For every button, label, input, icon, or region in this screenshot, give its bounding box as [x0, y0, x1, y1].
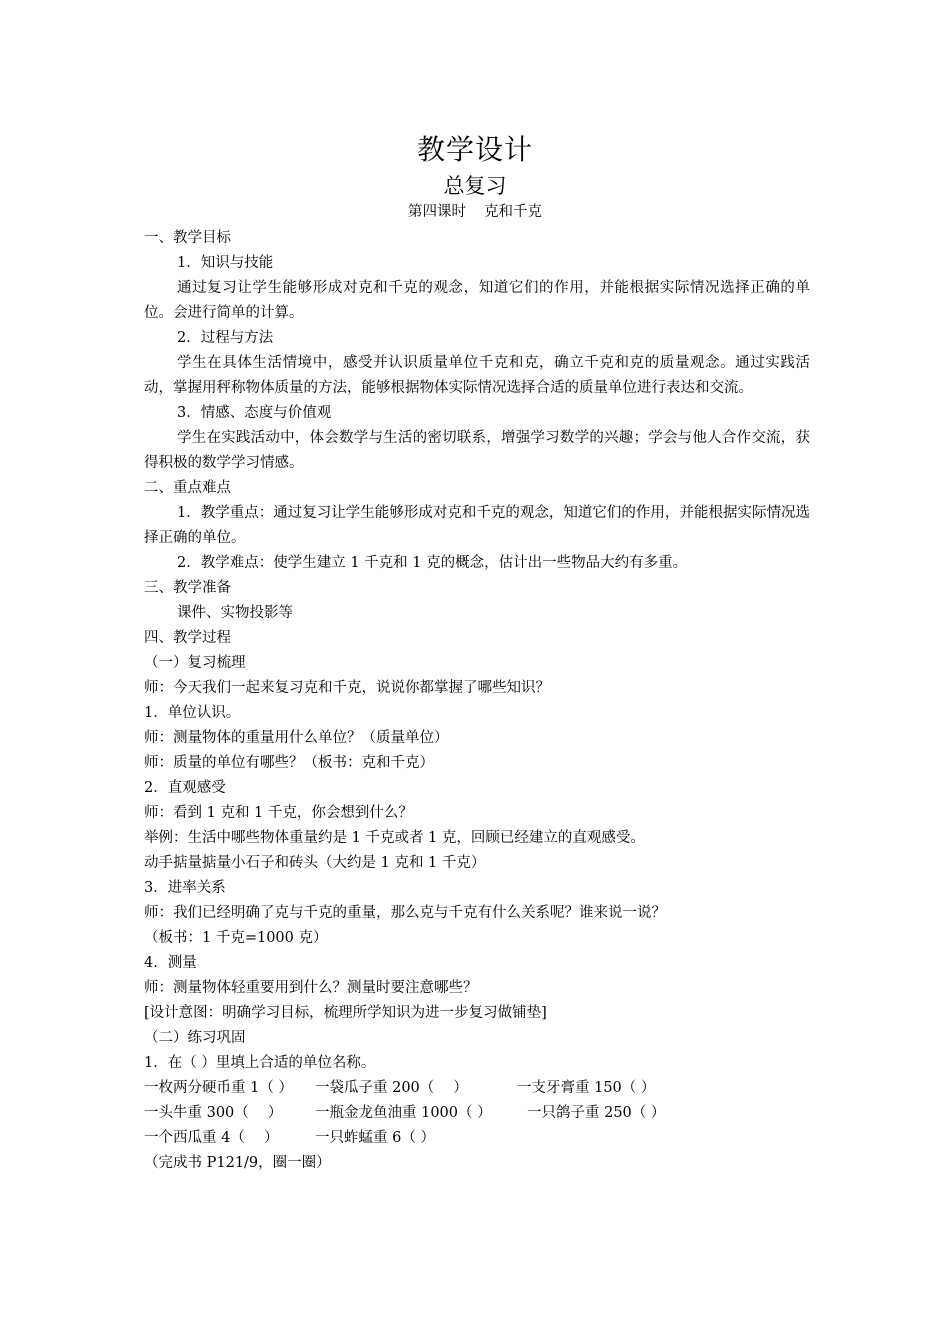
exercise-item: 一袋瓜子重 200（ ） [315, 1080, 468, 1096]
paragraph: 2．教学难点：使学生建立 1 千克和 1 克的概念，估计出一些物品大约有多重。 [177, 555, 688, 571]
lesson-period: 第四课时 [408, 204, 466, 220]
exercise-note: （完成书 P121/9，圈一圈） [144, 1155, 331, 1171]
exercise-item: 一头牛重 300（ ） [144, 1105, 283, 1121]
exercise-item: 一支牙膏重 150（ ） [517, 1080, 656, 1096]
exercise-title: 1．在（ ）里填上合适的单位名称。 [144, 1055, 376, 1071]
exercise-item: 一瓶金龙鱼油重 1000（ ） [315, 1105, 492, 1121]
part-heading: （一）复习梳理 [144, 655, 246, 671]
document-title: 教学设计 [416, 133, 533, 166]
exercise-row [144, 1101, 810, 1126]
part-heading: （二）练习巩固 [144, 1030, 246, 1046]
lesson-line [0, 201, 950, 223]
section-heading: 四、教学过程 [144, 630, 231, 646]
section-heading: 二、重点难点 [144, 480, 231, 496]
paragraph: 学生在实践活动中，体会数学与生活的密切联系，增强学习数学的兴趣；学会与他人合作交流，获得积极的数学学习情感。 [144, 430, 810, 471]
process-line: 4．测量 [144, 955, 197, 971]
paragraph: 学生在具体生活情境中，感受并认识质量单位千克和克，确立千克和克的质量观念。通过实践活动，掌握用秤称物体质量的方法，能够根据物体实际情况选择合适的质量单位进行表达和交流。 [144, 355, 810, 396]
paragraph: 通过复习让学生能够形成对克和千克的观念，知道它们的作用，并能根据实际情况选择正确的单位。会进行简单的计算。 [144, 280, 810, 321]
process-line: 2．直观感受 [144, 780, 226, 796]
lesson-topic: 克和千克 [484, 204, 542, 220]
process-line: （板书：1 千克=1000 克） [144, 930, 328, 946]
process-line: 1．单位认识。 [144, 705, 241, 721]
process-line: 师：测量物体的重量用什么单位？（质量单位） [144, 730, 449, 746]
process-line: 动手掂量掂量小石子和砖头（大约是 1 克和 1 千克） [144, 855, 486, 871]
subsection-title: 1．知识与技能 [177, 255, 274, 271]
exercise-item: 一枚两分硬币重 1（ ） [144, 1080, 293, 1096]
process-line: 师：看到 1 克和 1 千克，你会想到什么？ [144, 805, 413, 821]
paragraph: 课件、实物投影等 [177, 605, 293, 621]
exercise-item: 一个西瓜重 4（ ） [144, 1130, 279, 1146]
process-line: 师：我们已经明确了克与千克的重量，那么克与千克有什么关系呢？谁来说一说？ [144, 905, 666, 921]
process-line: 师：质量的单位有哪些？（板书：克和千克） [144, 755, 434, 771]
exercise-row [144, 1126, 810, 1151]
paragraph: 1．教学重点：通过复习让学生能够形成对克和千克的观念，知道它们的作用，并能根据实际情况选择正确的单位。 [144, 505, 810, 546]
document-subtitle: 总复习 [443, 174, 507, 198]
exercise-row [144, 1076, 810, 1101]
process-line: 师：今天我们一起来复习克和千克，说说你都掌握了哪些知识？ [144, 680, 550, 696]
process-line: 3．进率关系 [144, 880, 226, 896]
subsection-title: 3．情感、态度与价值观 [177, 405, 332, 421]
section-heading: 一、教学目标 [144, 230, 231, 246]
subsection-title: 2．过程与方法 [177, 330, 274, 346]
document-body [144, 226, 810, 1176]
process-line: [设计意图：明确学习目标，梳理所学知识为进一步复习做铺垫] [144, 1005, 547, 1021]
exercise-item: 一只鸽子重 250（ ） [527, 1105, 666, 1121]
section-heading: 三、教学准备 [144, 580, 231, 596]
process-line: 师：测量物体轻重要用到什么？测量时要注意哪些？ [144, 980, 478, 996]
process-line: 举例：生活中哪些物体重量约是 1 千克或者 1 克，回顾已经建立的直观感受。 [144, 830, 645, 846]
exercise-item: 一只蚱蜢重 6（ ） [315, 1130, 435, 1146]
